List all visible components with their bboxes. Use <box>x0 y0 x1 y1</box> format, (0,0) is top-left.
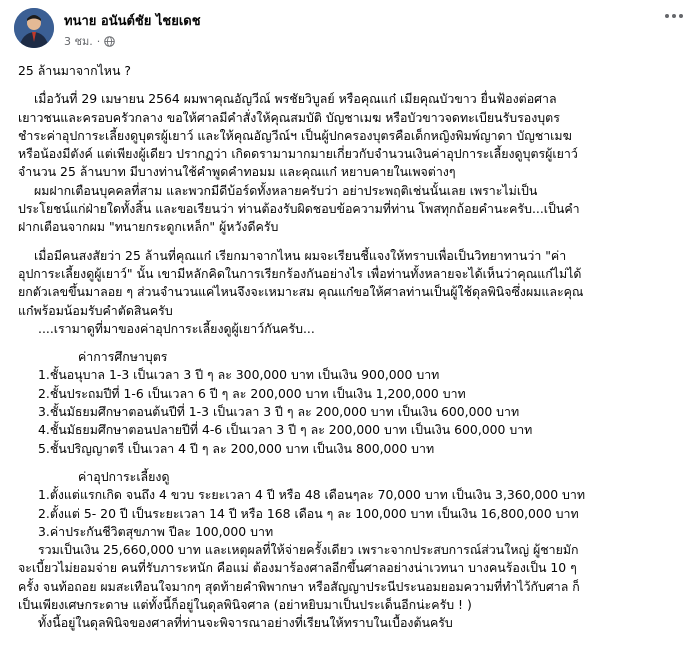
post-timestamp[interactable]: 3 ชม. <box>64 35 93 48</box>
section-heading: ค่าการศึกษาบุตร <box>78 349 168 365</box>
paragraph-line: เป็นเพียงเศษกระดาษ แต่ทั้งนี้ก็อยู่ในดุลพินิจศาล (อย่าหยิบมาเป็นประเด็นอีกน่ะครับ ! ) <box>18 597 472 613</box>
paragraph-line: จะเบี้ยวไม่ยอมจ่าย คนที่รับภาระหนัก คือแม่ ต้องมาร้องศาลอีกขึ้นศาลอย่างน่าเวทนา บางคนร้องเป็น 10 ๆ <box>18 560 577 576</box>
list-item: 3.ชั้นมัธยมศึกษาตอนต้นปีที่ 1-3 เป็นเวลา 3 ปี ๆ ละ 200,000 บาท เป็นเงิน 600,000 บาท <box>38 404 520 420</box>
section-heading: ค่าอุปการะเลี้ยงดู <box>78 468 170 484</box>
post-body <box>18 62 688 633</box>
avatar-image <box>14 8 54 48</box>
list-item: 5.ชั้นปริญญาตรี เป็นเวลา 4 ปี ๆ ละ 200,000 บาท เป็นเงิน 800,000 บาท <box>38 440 435 456</box>
paragraph-line: อุปการะเลี้ยงดูผู้เยาว์" นั้น เขามีหลักคิดในการเรียกร้องกันอย่างไร เพื่อท่านทั้งหลายจะได้เห็นว่าคุณแก๋ไม่ได้ <box>18 265 582 281</box>
list-item: 4.ชั้นมัธยมศึกษาตอนปลายปีที่ 4-6 เป็นเวลา 3 ปี ๆ ละ 200,000 บาท เป็นเงิน 600,000 บาท <box>38 422 533 438</box>
list-item: 2.ชั้นประถมปีที่ 1-6 เป็นเวลา 6 ปี ๆ ละ 200,000 บาท เป็นเงิน 1,200,000 บาท <box>38 385 466 401</box>
post-author-name[interactable]: ทนาย อนันต์ชัย ไชยเดช <box>64 14 201 29</box>
meta-separator: · <box>96 34 101 48</box>
paragraph-line: ผมฝากเตือนบุคคลที่สาม และพวกมีดีบ้อร์ดทั้งหลายครับว่า อย่าประพฤติเช่นนั้นเลย เพราะไม่เป็น <box>34 182 538 198</box>
paragraph-line: แก๋พร้อมน้อมรับคำตัดสินครับ <box>18 302 173 318</box>
more-options-icon[interactable] <box>660 6 688 26</box>
list-item: 1.ชั้นอนุบาล 1-3 เป็นเวลา 3 ปี ๆ ละ 300,000 บาท เป็นเงิน 900,000 บาท <box>38 367 440 383</box>
list-item: 1.ตั้งแต่แรกเกิด จนถึง 4 ขวบ ระยะเวลา 4 ปี หรือ 48 เดือนๆละ 70,000 บาท เป็นเงิน 3,360,000 บาท <box>38 487 586 503</box>
post-headline: 25 ล้านมาจากไหน ? <box>18 63 131 78</box>
paragraph-line: เยาวชนและครอบครัวกลาง ขอให้ศาลมีคำสั่งให้คุณสมบัติ บัญชาเมฆ หรือบัวขาวจดทะเบียนรับรองบุตร <box>18 109 560 125</box>
paragraph-line: หรือน้องมีตังค์ แต่เพียงผู้เดียว ปรากฏว่า เกิดดรามามากมายเกี่ยวกับจำนวนเงินค่าอุปการะเลี้ยงดูบุตรผู้เยาว์ <box>18 146 578 162</box>
list-item: 3.ค่าประกันชีวิตสุขภาพ ปีละ 100,000 บาท <box>38 523 274 539</box>
paragraph-line: ทั้งนี้อยู่ในดุลพินิจของศาลที่ท่านจะพิจารณาอย่างที่เรียนให้ทราบในเบื้องต้นครับ <box>38 615 453 631</box>
paragraph-line: รวมเป็นเงิน 25,660,000 บาท และเหตุผลที่ให้จ่ายครั้งเดียว เพราะจากประสบการณ์ส่วนใหญ่ ผู้ชายมัก <box>38 542 579 558</box>
list-item: 2.ตั้งแต่ 5- 20 ปี เป็นระยะเวลา 14 ปี หรือ 168 เดือน ๆ ละ 100,000 บาท เป็นเงิน 16,800,000 บาท <box>38 505 579 521</box>
paragraph-line: ครั้ง จนท้อถอย ผมสะเทือนใจมากๆ สุดท้ายคำพิพากษา หรือสัญญาประนีประนอมยอมความที่ทำไว้กับศาล ก็ <box>18 578 580 594</box>
avatar[interactable] <box>14 8 54 48</box>
paragraph-line: ยกตัวเลขขึ้นมาลอย ๆ ส่วนจำนวนแค่ไหนจึงจะเหมาะสม คุณแก๋ขอให้ศาลท่านเป็นผู้ใช้ดุลพินิจซึ่งผมและคุณ <box>18 284 584 300</box>
globe-icon[interactable] <box>104 36 115 47</box>
paragraph-line: ชำระค่าอุปการะเลี้ยงดูบุตรผู้เยาว์ และให้คุณอัญวีณ์ฯ เป็นผู้ปกครองบุตรคือเด็กหญิงพิมพ์ญาดา บัญชาเมฆ <box>18 127 572 143</box>
paragraph-line: เมื่อมีคนสงสัยว่า 25 ล้านที่คุณแก๋ เรียกมาจากไหน ผมจะเรียนชี้แจงให้ทราบเพื่อเป็นวิทยาทานว่า "ค่า <box>34 247 567 263</box>
paragraph-line: เมื่อวันที่ 29 เมษายน 2564 ผมพาคุณอัญวีณ์ พรชัยวิบูลย์ หรือคุณแก๋ เมียคุณบัวขาว ยื่นฟ้องต่อศาล <box>34 91 557 107</box>
paragraph-line: ....เรามาดูที่มาของค่าอุปการะเลี้ยงดูผู้เยาว์กันครับ... <box>38 320 315 336</box>
post-meta <box>64 32 115 50</box>
paragraph-line: ฝากเตือนจากผม "ทนายกระดูกเหล็ก" ผู้หวังดีครับ <box>18 219 279 235</box>
paragraph-line: จำนวน 25 ล้านบาท มีบางท่านใช้คำพูดคำทอมม และคุณแก๋ หยาบคายในเพจต่างๆ <box>18 164 456 180</box>
paragraph-line: ประโยชน์แก่ฝ่ายใดทั้งสิ้น และขอเรียนว่า ท่านต้องรับผิดชอบข้อความที่ท่าน โพสทุกถ้อยคำนะครับ...เป็นคำ <box>18 201 580 217</box>
